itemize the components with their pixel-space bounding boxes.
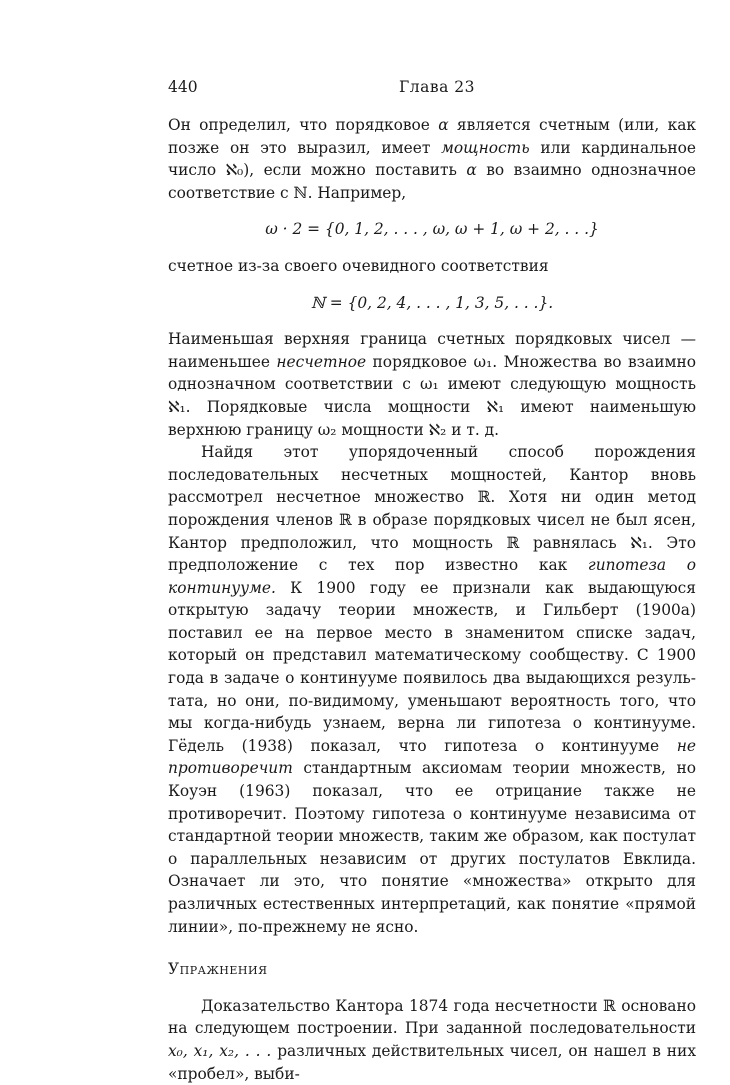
formula-omega-2: ω · 2 = {0, 1, 2, . . . , ω, ω + 1, ω + 2, . . .} (265, 220, 599, 239)
page-number: 440 (168, 78, 198, 96)
section-heading: Упражнения (168, 960, 268, 979)
paragraph-3 (168, 328, 696, 441)
p4-text-1: Найдя этот упорядоченный способ порождения последовательных несчетных мощностей, Кантор вновь рассмотрел несчетное множество ℝ. Хотя ни один метод порождения членов ℝ в образе порядковых чисел не был ясен, Кантор предположил, что мощность ℝ равнялась ℵ₁. Это предположение с тех пор известно как (168, 443, 696, 575)
paragraph-4 (168, 441, 696, 938)
p4-text-2: К 1900 году ее признали как выдающуюся открытую задачу теории множеств, и Гильберт (1900a) поставил ее на первое место в знаменитом списке задач, который он представил математическому сообществу. С 1900 года в задаче о континууме появилось два выдающихся результата, но они, по-видимому, уменьшают вероятность того, что мы когда-нибудь узнаем, верна ли гипотеза о континууме. Гёдель (1938) показал, что гипотеза о континууме (168, 578, 696, 755)
paragraph-1 (168, 114, 696, 204)
p1-alpha: α (438, 116, 449, 134)
p4-text-3: стандартным аксиомам теории множеств, но Коуэн (1963) показал, что ее отрицание также не противоречит. Поэтому гипотеза о континууме независима от стандартной теории множеств, таким же образом, как постулат о параллельных независим от других постулатов Евклида. Означает ли это, что понятие «множества» открыто для различных естественных интерпретаций, как понятие «прямой линии», по-прежнему не ясно. (168, 759, 696, 936)
p3-emphasis: несчетное (276, 352, 367, 371)
p3-text-2: порядковое ω₁. Множества во взаимно однозначном соответствии с ω₁ имеют следующую мощность ℵ₁. Порядковые числа мощности ℵ₁ имеют наименьшую верхнюю границу ω₂ мощности ℵ₂ и т. д. (168, 352, 696, 439)
p3-text-1: Наименьшая верхняя граница счетных порядковых чисел — наименьшее (168, 330, 696, 371)
p1-text-2: является счетным (или, как позже он это выразил, имеет (168, 116, 696, 157)
p4-emphasis-1: гипотеза о континууме. (168, 556, 696, 597)
p1-alpha-2: α (466, 161, 477, 180)
p1-text-3: или кардинальное число ℵ₀), если можно поставить (168, 138, 696, 180)
p5-text-1: Доказательство Кантора 1874 года несчетности ℝ основано на следующем построении. При заданной последовательности (168, 996, 696, 1038)
p1-text-1: Он определил, что порядковое (168, 116, 439, 134)
paragraph-5 (168, 995, 696, 1085)
formula-naturals: ℕ = {0, 2, 4, . . . , 1, 3, 5, . . .}. (310, 293, 554, 312)
p5-text-2: различных действительных чисел, он нашел в них «пробел», выби- (168, 1041, 696, 1083)
chapter-title: Глава 23 (399, 78, 475, 96)
p1-emphasis: мощность (441, 138, 530, 157)
paragraph-2: счетное из-за своего очевидного соответствия (168, 256, 549, 275)
p4-emphasis-2: не противоречит (168, 736, 696, 778)
body-text (168, 114, 696, 1085)
p5-sequence: x₀, x₁, x₂, . . . (168, 1041, 272, 1060)
page-header (168, 78, 696, 100)
p1-text-4: во взаимно однозначное соответствие с ℕ. Например, (168, 161, 696, 202)
